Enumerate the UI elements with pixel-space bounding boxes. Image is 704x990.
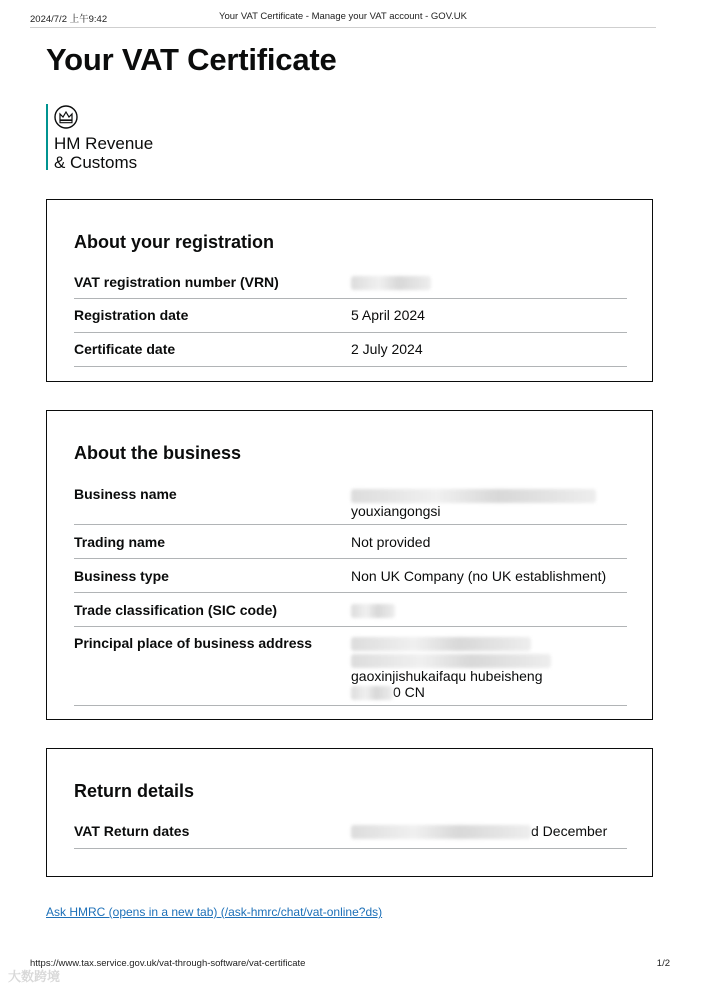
- certificate-date-row: [74, 333, 627, 367]
- redacted-business-name: [351, 489, 596, 503]
- address-line-4-suffix: 0 CN: [393, 683, 425, 700]
- redacted-return-dates: [351, 825, 531, 839]
- sic-code-value: [351, 602, 395, 618]
- ask-hmrc-link[interactable]: Ask HMRC (opens in a new tab) (/ask-hmrc/chat/vat-online?ds): [46, 905, 383, 919]
- print-header: [30, 10, 656, 28]
- logo-line-1: HM Revenue: [54, 134, 154, 153]
- registration-date-label: Registration date: [74, 307, 189, 323]
- return-dates-suffix: d December: [531, 823, 608, 839]
- certificate-date-value: 2 July 2024: [351, 341, 423, 357]
- registration-date-row: [74, 299, 627, 333]
- registration-date-value: 5 April 2024: [351, 307, 425, 323]
- certificate-date-label: Certificate date: [74, 341, 176, 357]
- redacted-vrn: [351, 276, 431, 290]
- logo-line-2: & Customs: [54, 153, 138, 172]
- address-line-3: gaoxinjishukaifaqu hubeisheng: [351, 667, 543, 684]
- address-row: [74, 627, 627, 706]
- redacted-address-line-2: [351, 654, 551, 668]
- trading-name-value: Not provided: [351, 534, 431, 550]
- returns-panel: [46, 748, 653, 877]
- address-value: [351, 635, 551, 700]
- business-type-value: Non UK Company (no UK establishment): [351, 568, 607, 584]
- watermark: 大数跨境: [8, 969, 61, 984]
- vrn-value: [351, 274, 431, 290]
- vrn-row: [74, 266, 627, 299]
- registration-heading: About your registration: [74, 232, 275, 252]
- redacted-sic-code: [351, 604, 395, 618]
- business-name-line-2: youxiangongsi: [351, 503, 441, 520]
- vrn-label: VAT registration number (VRN): [74, 274, 279, 290]
- returns-heading: Return details: [74, 781, 195, 801]
- sic-code-label: Trade classification (SIC code): [74, 602, 278, 618]
- return-dates-row: [74, 815, 627, 849]
- trading-name-label: Trading name: [74, 534, 166, 550]
- page-title: Your VAT Certificate: [46, 42, 337, 77]
- print-date: 2024/7/2 上午9:42: [30, 14, 108, 25]
- redacted-address-line-1: [351, 637, 531, 651]
- address-label: Principal place of business address: [74, 635, 313, 651]
- registration-panel: [46, 199, 653, 382]
- business-name-value: [351, 487, 596, 519]
- business-panel: [46, 410, 653, 720]
- print-url: https://www.tax.service.gov.uk/vat-through-software/vat-certificate: [30, 958, 306, 969]
- business-heading: About the business: [74, 443, 242, 463]
- trading-name-row: [74, 525, 627, 559]
- business-name-label: Business name: [74, 486, 177, 502]
- hmrc-logo-text: [54, 134, 174, 172]
- business-type-row: [74, 559, 627, 593]
- print-page-title: Your VAT Certificate - Manage your VAT account - GOV.UK: [219, 11, 467, 22]
- business-type-label: Business type: [74, 568, 169, 584]
- redacted-postcode: [351, 686, 393, 700]
- crown-crest-icon: [54, 105, 78, 129]
- return-dates-value: [351, 823, 607, 839]
- sic-code-row: [74, 593, 627, 627]
- page-number: 1/2: [656, 958, 670, 969]
- return-dates-label: VAT Return dates: [74, 823, 190, 839]
- hmrc-logo: [46, 104, 154, 172]
- business-name-row: [74, 477, 627, 525]
